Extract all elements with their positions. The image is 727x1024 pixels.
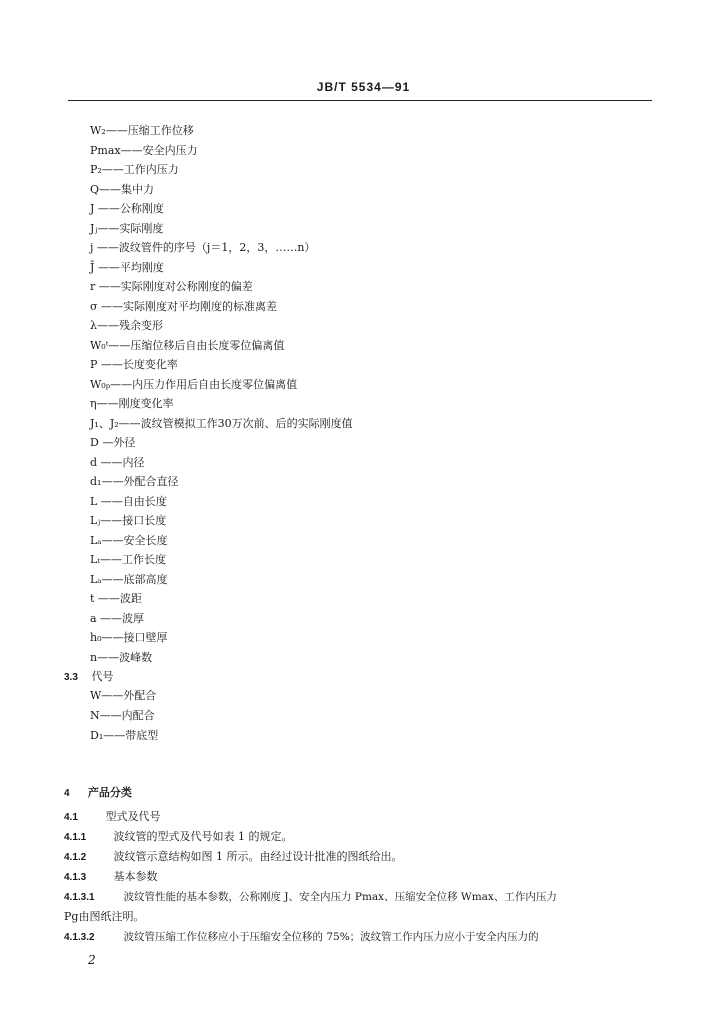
symbol-definition: r ——实际刚度对公称刚度的偏差	[90, 280, 253, 293]
symbol-definition: n——波峰数	[90, 650, 153, 664]
symbol-definition: W₀ᵗ——压缩位移后自由长度零位偏离值	[90, 338, 285, 352]
paragraph-4-1-2	[64, 850, 403, 865]
paragraph-4-1-1	[64, 830, 293, 845]
paragraph-number: 4.1.1	[64, 832, 87, 843]
section-number: 3.3	[64, 672, 78, 683]
paragraph-number: 4.1.3.2	[64, 932, 95, 943]
section-4-heading	[64, 786, 132, 801]
paragraph-4-1-3-1	[64, 890, 557, 905]
symbol-definition: P ——长度变化率	[90, 358, 178, 371]
section-number: 4	[64, 788, 70, 799]
code-item-w: W——外配合	[90, 689, 157, 702]
paragraph-text-line1: 波纹管性能的基本参数，公称刚度 J、安全内压力 Pmax、压缩安全位移 Wmax、工作内压力	[123, 891, 557, 903]
paragraph-4-1-3-1-line2: Pg由图纸注明。	[64, 910, 145, 923]
symbol-definition: J₁、J₂——波纹管模拟工作30万次前、后的实际刚度值	[90, 416, 353, 430]
page-number: 2	[88, 953, 96, 967]
section-number: 4.1.3	[64, 872, 87, 883]
section-title: 产品分类	[87, 786, 132, 799]
symbol-definition: Q——集中力	[90, 182, 155, 196]
standard-code-header: JB/T 5534—91	[316, 80, 411, 94]
paragraph-text: 波纹管的型式及代号如表 1 的规定。	[113, 830, 293, 843]
paragraph-number: 4.1.2	[64, 852, 87, 863]
symbol-definition: Lₐ——安全长度	[90, 533, 168, 547]
symbol-definition: Lₜ——工作长度	[90, 553, 167, 566]
symbol-definition: j ——波纹管件的序号（j＝1，2，3，……n）	[90, 241, 316, 254]
paragraph-text: 波纹管示意结构如图 1 所示。由经过设计批准的图纸给出。	[113, 850, 403, 863]
symbol-definition: h₀——接口壁厚	[90, 631, 168, 644]
symbol-definition: Lⱼ——接口长度	[90, 514, 167, 527]
section-4-1-heading	[64, 810, 161, 825]
section-4-1-3-heading	[64, 870, 158, 885]
code-item-dl: D₁——带底型	[90, 729, 159, 742]
symbol-definition: L ——自由长度	[90, 494, 167, 508]
symbol-definition: W₂——压缩工作位移	[90, 124, 194, 137]
header-rule	[68, 100, 652, 101]
section-title: 代号	[91, 670, 114, 683]
symbol-definition: t ——波距	[90, 592, 142, 605]
section-3-3-heading	[64, 670, 114, 685]
paragraph-number: 4.1.3.1	[64, 892, 95, 903]
symbol-definition: J̄ ——平均刚度	[90, 260, 164, 274]
section-title: 基本参数	[113, 870, 158, 883]
section-title: 型式及代号	[105, 810, 161, 823]
symbol-definition: a ——波厚	[90, 611, 145, 625]
symbol-definition: W₀ₚ——内压力作用后自由长度零位偏离值	[90, 377, 298, 391]
symbol-definition: Jⱼ——实际刚度	[90, 221, 164, 235]
symbol-definition: Lₐ——底部高度	[90, 572, 168, 586]
paragraph-text: 波纹管压缩工作位移应小于压缩安全位移的 75%；波纹管工作内压力应小于安全内压力的	[123, 931, 539, 943]
symbol-definition: λ——残余变形	[90, 319, 163, 332]
paragraph-4-1-3-2	[64, 930, 539, 945]
symbol-definition: σ ——实际刚度对平均刚度的标准离差	[90, 299, 278, 313]
symbol-definition: D —外径	[90, 436, 136, 449]
symbol-definition: η——刚度变化率	[90, 397, 174, 410]
symbol-definition: d ——内径	[90, 455, 145, 469]
symbol-definition: d₁——外配合直径	[90, 475, 179, 488]
symbol-definition: Pmax——安全内压力	[90, 143, 198, 157]
symbol-definition: J ——公称刚度	[90, 202, 164, 215]
section-number: 4.1	[64, 812, 78, 823]
code-item-n: N——内配合	[90, 709, 155, 722]
symbol-definition: P₂——工作内压力	[90, 163, 179, 176]
